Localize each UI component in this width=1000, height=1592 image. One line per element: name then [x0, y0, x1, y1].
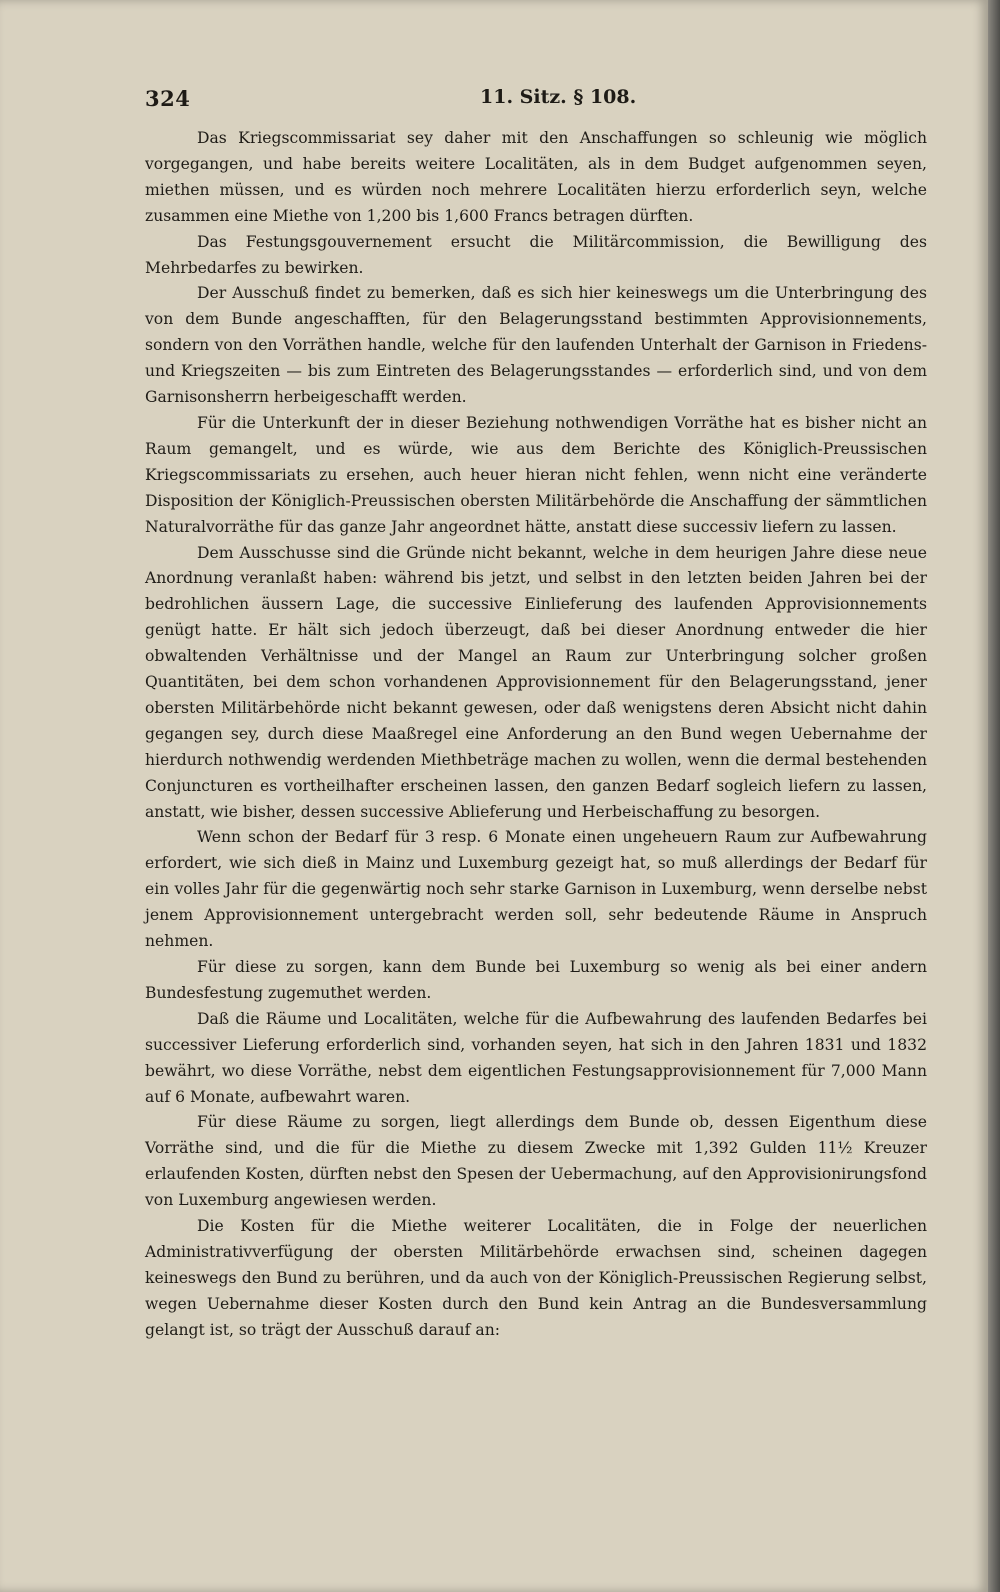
paragraph: Das Kriegscommissariat sey daher mit den Anschaffungen so schleunig wie möglich vorgegangen, und habe bereits weitere Localitäten, als in dem Budget aufgenommen seyen, miethen müssen, und es würden noch mehrere Localitäten hierzu erforderlich seyn, welche zusammen eine Miethe von 1,200 bis 1,600 Francs betragen dürften.	[145, 129, 927, 225]
paragraph: Dem Ausschusse sind die Gründe nicht bekannt, welche in dem heurigen Jahre diese neue Anordnung veranlaßt haben: während bis jetzt, und selbst in den letzten beiden Jahren bei der bedrohlichen äussern Lage, die successive Einlieferung des laufenden Approvisionnements genügt hatte. Er hält sich jedoch überzeugt, daß bei dieser Anordnung entweder die hier obwaltenden Verhältnisse und der Mangel an Raum zur Unterbringung solcher großen Quantitäten, bei dem schon vorhandenen Approvisionnement für den Belagerungsstand, jener obersten Militärbehörde nicht bekannt gewesen, oder daß wenigstens deren Absicht nicht dahin gegangen sey, durch diese Maaßregel eine Anforderung an den Bund wegen Uebernahme der hierdurch nothwendig werdenden Miethbeträge machen zu wollen, wenn die dermal bestehenden Conjuncturen es vortheilhafter erscheinen lassen, den ganzen Bedarf sogleich liefern zu lassen, anstatt, wie bisher, dessen successive Ablieferung und Herbeischaffung zu besorgen.	[145, 543, 927, 821]
running-head: 11. Sitz. § 108.	[480, 86, 637, 108]
paragraph: Das Festungsgouvernement ersucht die Militärcommission, die Bewilligung des Mehrbedarfes zu bewirken.	[145, 232, 927, 277]
body-text	[145, 126, 927, 1344]
page-number: 324	[145, 86, 191, 111]
page-header	[145, 86, 925, 116]
paragraph: Für diese zu sorgen, kann dem Bunde bei Luxemburg so wenig als bei einer andern Bundesfestung zugemuthet werden.	[145, 958, 927, 1002]
paragraph: Daß die Räume und Localitäten, welche für die Aufbewahrung des laufenden Bedarfes bei successiver Lieferung erforderlich sind, vorhanden seyen, hat sich in den Jahren 1831 und 1832 bewährt, wo diese Vorräthe, nebst dem eigentlichen Festungsapprovisionnement für 7,000 Mann auf 6 Monate, aufbewahrt waren.	[145, 1009, 927, 1106]
paragraph: Die Kosten für die Miethe weiterer Localitäten, die in Folge der neuerlichen Administrativverfügung der obersten Militärbehörde erwachsen sind, scheinen dagegen keineswegs den Bund zu berühren, und da auch von der Königlich-Preussischen Regierung selbst, wegen Uebernahme dieser Kosten durch den Bund kein Antrag an die Bundesversammlung gelangt ist, so trägt der Ausschuß darauf an:	[145, 1217, 927, 1339]
page-edge-shadow	[988, 0, 1000, 1592]
paragraph: Wenn schon der Bedarf für 3 resp. 6 Monate einen ungeheuern Raum zur Aufbewahrung erfordert, wie sich dieß in Mainz und Luxemburg gezeigt hat, so muß allerdings der Bedarf für ein volles Jahr für die gegenwärtig noch sehr starke Garnison in Luxemburg, wenn derselbe nebst jenem Approvisionnement untergebracht werden soll, sehr bedeutende Räume in Anspruch nehmen.	[145, 828, 927, 951]
paragraph: Für diese Räume zu sorgen, liegt allerdings dem Bunde ob, dessen Eigenthum diese Vorräthe sind, und die für die Miethe zu diesem Zwecke mit 1,392 Gulden 11½ Kreuzer erlaufenden Kosten, dürften nebst den Spesen der Uebermachung, auf den Approvisionirungsfond von Luxemburg angewiesen werden.	[145, 1113, 927, 1210]
paragraph: Für die Unterkunft der in dieser Beziehung nothwendigen Vorräthe hat es bisher nicht an Raum gemangelt, und es würde, wie aus dem Berichte des Königlich-Preussischen Kriegscommissariats zu ersehen, auch heuer hieran nicht fehlen, wenn nicht eine veränderte Disposition der Königlich-Preussischen obersten Militärbehörde die Anschaffung der sämmtlichen Naturalvorräthe für das ganze Jahr angeordnet hätte, anstatt diese successiv liefern zu lassen.	[145, 413, 927, 536]
paragraph: Der Ausschuß findet zu bemerken, daß es sich hier keineswegs um die Unterbringung des von dem Bunde angeschafften, für den Belagerungsstand bestimmten Approvisionnements, sondern von den Vorräthen handle, welche für den laufenden Unterhalt der Garnison in Friedens- und Kriegszeiten — bis zum Eintreten des Belagerungsstandes — erforderlich sind, und von dem Garnisonsherrn herbeigeschafft werden.	[145, 284, 927, 407]
